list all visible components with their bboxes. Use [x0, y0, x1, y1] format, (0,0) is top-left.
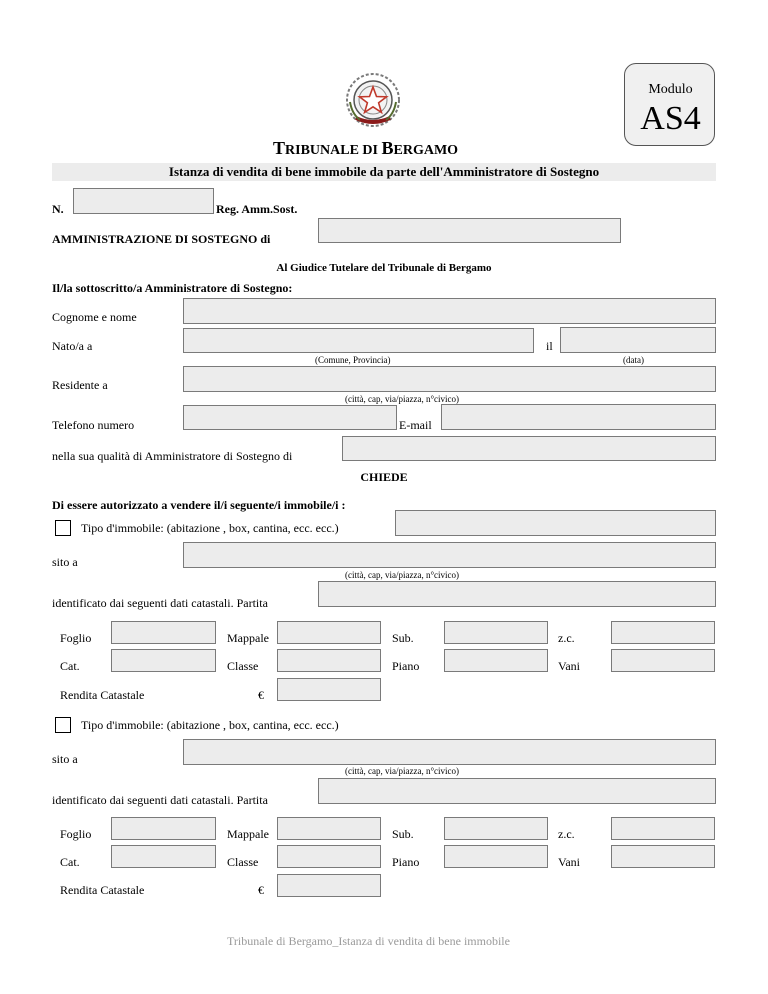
immobile-1-sito-label: sito a — [52, 555, 78, 569]
immobile-2-vani-input[interactable] — [611, 845, 715, 868]
modulo-code: AS4 — [640, 100, 701, 137]
immobile-1-zc-input[interactable] — [611, 621, 715, 644]
immobile-2-classe-label: Classe — [227, 855, 259, 869]
email-label: E-mail — [399, 418, 432, 432]
immobile-2-mappale-label: Mappale — [227, 827, 269, 841]
immobile-1-rendita-input[interactable] — [277, 678, 381, 701]
immobile-1-sito-hint: (città, cap, via/piazza, n°civico) — [345, 570, 460, 580]
immobile-1-vani-label: Vani — [558, 659, 580, 673]
immobile-1-sito-input[interactable] — [183, 542, 716, 568]
immobile-2-zc-input[interactable] — [611, 817, 715, 840]
telefono-input[interactable] — [183, 405, 397, 430]
immobile-2-foglio-label: Foglio — [60, 827, 92, 841]
immobile-1-foglio-label: Foglio — [60, 631, 92, 645]
immobile-2-piano-label: Piano — [392, 855, 420, 869]
immobile-2-rendita-input[interactable] — [277, 874, 381, 897]
immobile-1-tipo-label: Tipo d'immobile: (abitazione , box, cantina, ecc. ecc.) — [81, 521, 339, 535]
immobile-1-classe-input[interactable] — [277, 649, 381, 672]
immobile-2-partita-input[interactable] — [318, 778, 716, 804]
immobile-2-foglio-input[interactable] — [111, 817, 216, 840]
numero-label: N. — [52, 202, 64, 216]
qualita-input[interactable] — [342, 436, 716, 461]
immobile-2-sito-input[interactable] — [183, 739, 716, 765]
page-footer: Tribunale di Bergamo_Istanza di vendita di bene immobile — [227, 934, 510, 948]
cognome-label: Cognome e nome — [52, 310, 137, 324]
tribunale-heading-part: B — [381, 138, 394, 158]
immobile-2-sito-label: sito a — [52, 752, 78, 766]
autorizzato-label: Di essere autorizzato a vendere il/i seguente/i immobile/i : — [52, 498, 346, 512]
immobile-2-sito-hint: (città, cap, via/piazza, n°civico) — [345, 766, 460, 776]
immobile-2-classe-input[interactable] — [277, 845, 381, 868]
al-giudice-label: Al Giudice Tutelare del Tribunale di Bergamo — [276, 262, 492, 274]
immobile-2-cat-label: Cat. — [60, 855, 80, 869]
tribunale-heading-part: RIBUNALE DI — [285, 143, 382, 158]
il-label: il — [546, 339, 553, 353]
immobile-2-tipo-label: Tipo d'immobile: (abitazione , box, cantina, ecc. ecc.) — [81, 718, 339, 732]
immobile-1-mappale-label: Mappale — [227, 631, 269, 645]
immobile-1-partita-input[interactable] — [318, 581, 716, 607]
comune-hint: (Comune, Provincia) — [315, 355, 391, 365]
immobile-1-euro-label: € — [258, 688, 264, 702]
email-input[interactable] — [441, 404, 716, 430]
immobile-1-identificato-label: identificato dai seguenti dati catastali. Partita — [52, 596, 268, 610]
residente-label: Residente a — [52, 378, 108, 392]
immobile-1-sub-input[interactable] — [444, 621, 548, 644]
immobile-2-piano-input[interactable] — [444, 845, 548, 868]
residente-hint: (città, cap, via/piazza, n°civico) — [345, 394, 460, 404]
immobile-1-piano-input[interactable] — [444, 649, 548, 672]
immobile-1-piano-label: Piano — [392, 659, 420, 673]
immobile-2-zc-label: z.c. — [558, 827, 575, 841]
numero-input[interactable] — [73, 188, 214, 214]
immobile-1-foglio-input[interactable] — [111, 621, 216, 644]
chiede-label: CHIEDE — [360, 470, 408, 484]
data-nascita-input[interactable] — [560, 327, 716, 353]
reg-label: Reg. Amm.Sost. — [216, 202, 298, 216]
modulo-label: Modulo — [648, 82, 693, 97]
amministrazione-label: AMMINISTRAZIONE DI SOSTEGNO di — [52, 232, 271, 246]
repubblica-emblem-icon — [342, 70, 404, 132]
immobile-1-checkbox[interactable] — [55, 520, 71, 536]
immobile-1-cat-input[interactable] — [111, 649, 216, 672]
immobile-2-sub-label: Sub. — [392, 827, 414, 841]
immobile-2-vani-label: Vani — [558, 855, 580, 869]
residente-input[interactable] — [183, 366, 716, 392]
immobile-2-euro-label: € — [258, 883, 264, 897]
tribunale-heading-part: T — [273, 138, 286, 158]
immobile-1-zc-label: z.c. — [558, 631, 575, 645]
immobile-1-rendita-label: Rendita Catastale — [60, 688, 145, 702]
immobile-1-vani-input[interactable] — [611, 649, 715, 672]
immobile-2-sub-input[interactable] — [444, 817, 548, 840]
sottoscritto-label: Il/la sottoscritto/a Amministratore di Sostegno: — [52, 281, 293, 295]
immobile-1-cat-label: Cat. — [60, 659, 80, 673]
immobile-2-checkbox[interactable] — [55, 717, 71, 733]
tribunale-heading-part: ERGAMO — [393, 143, 459, 158]
immobile-2-identificato-label: identificato dai seguenti dati catastali. Partita — [52, 793, 268, 807]
immobile-1-classe-label: Classe — [227, 659, 259, 673]
immobile-2-mappale-input[interactable] — [277, 817, 381, 840]
cognome-input[interactable] — [183, 298, 716, 324]
immobile-2-rendita-label: Rendita Catastale — [60, 883, 145, 897]
nato-label: Nato/a a — [52, 339, 93, 353]
immobile-2-cat-input[interactable] — [111, 845, 216, 868]
telefono-label: Telefono numero — [52, 418, 135, 432]
immobile-1-tipo-input[interactable] — [395, 510, 716, 536]
tribunale-heading — [273, 138, 458, 159]
nato-input[interactable] — [183, 328, 534, 353]
amministrazione-input[interactable] — [318, 218, 621, 243]
immobile-1-mappale-input[interactable] — [277, 621, 381, 644]
document-title: Istanza di vendita di bene immobile da parte dell'Amministratore di Sostegno — [168, 164, 600, 179]
qualita-label: nella sua qualità di Amministratore di Sostegno di — [52, 449, 293, 463]
data-hint: (data) — [623, 355, 644, 365]
modulo-box — [624, 63, 715, 146]
immobile-1-sub-label: Sub. — [392, 631, 414, 645]
